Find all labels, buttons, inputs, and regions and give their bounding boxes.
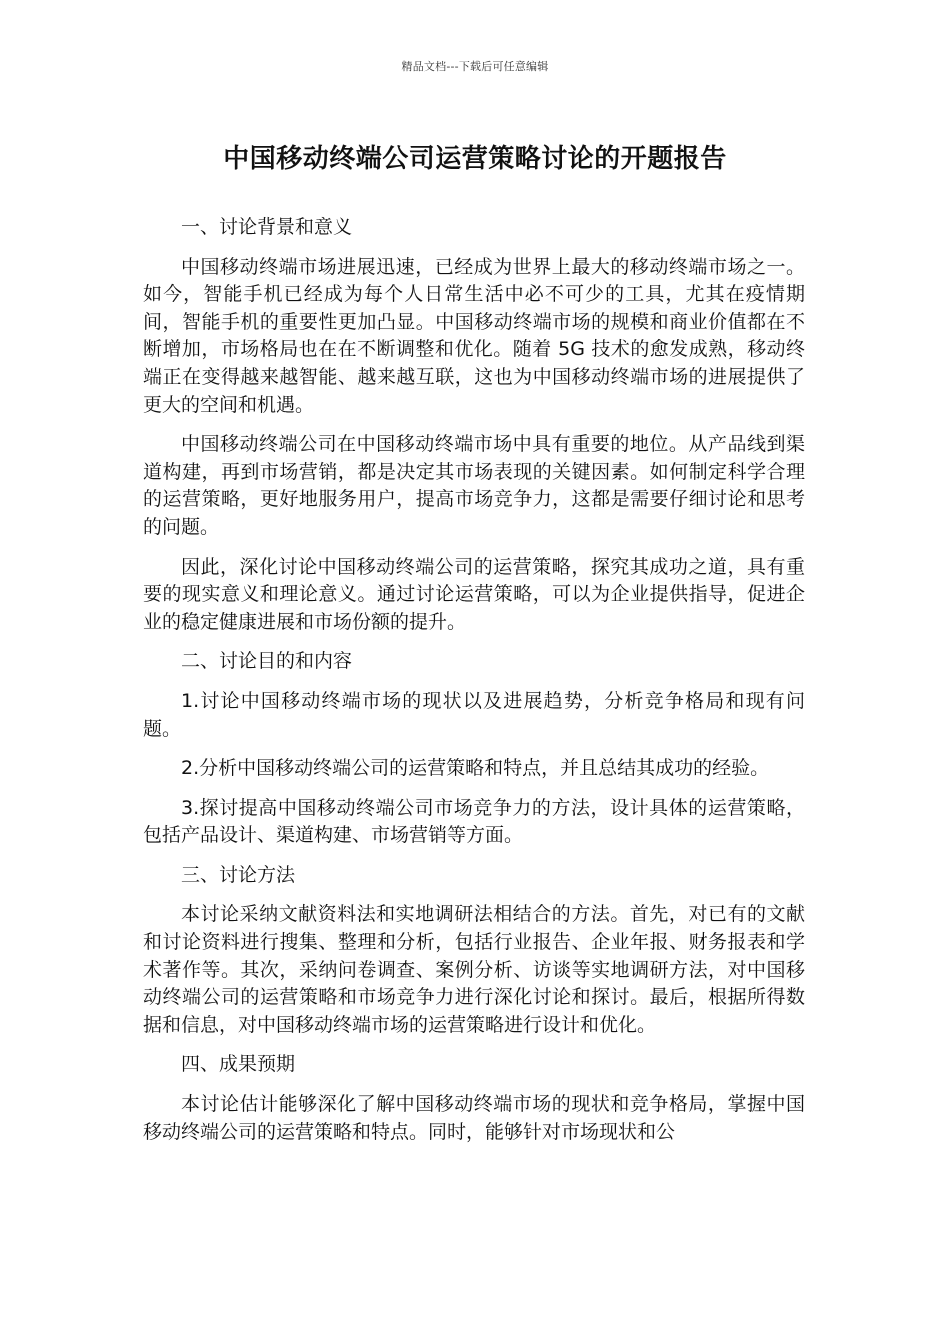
- document-body: [143, 214, 805, 1158]
- section-heading-expected-results: 四、成果预期: [181, 1053, 296, 1076]
- objective-item-3: 3.探讨提高中国移动终端公司市场竞争力的方法，设计具体的运营策略，包括产品设计、渠道构建、市场营销等方面。: [143, 796, 805, 847]
- header-note: 精品文档---下载后可任意编辑: [401, 60, 549, 73]
- section-heading-background: 一、讨论背景和意义: [181, 216, 353, 238]
- objective-item-1: 1.讨论中国移动终端市场的现状以及进展趋势，分析竞争格局和现有问题。: [143, 689, 805, 740]
- paragraph-company-position: 中国移动终端公司在中国移动终端市场中具有重要的地位。从产品线到渠道构建，再到市场营销，都是决定其市场表现的关键因素。如何制定科学合理的运营策略，更好地服务用户，提高市场竞争力，这都是需要仔细讨论和思考的问题。: [143, 433, 805, 538]
- objective-item-2: 2.分析中国移动终端公司的运营策略和特点，并且总结其成功的经验。: [181, 757, 770, 780]
- paragraph-market-overview: 中国移动终端市场进展迅速，已经成为世界上最大的移动终端市场之一。如今，智能手机已经成为每个人日常生活中必不可少的工具，尤其在疫情期间，智能手机的重要性更加凸显。中国移动终端市场的规模和商业价值都在不断增加，市场格局也在在不断调整和优化。随着 5G 技术的愈发成熟，移动终端正在变得越来越智能、越来越互联，这也为中国移动终端市场的进展提供了更大的空间和机遇。: [143, 255, 805, 416]
- document-title: 中国移动终端公司运营策略讨论的开题报告: [223, 144, 727, 174]
- paragraph-significance: 因此，深化讨论中国移动终端公司的运营策略，探究其成功之道，具有重要的现实意义和理论意义。通过讨论运营策略，可以为企业提供指导，促进企业的稳定健康进展和市场份额的提升。: [143, 555, 805, 633]
- paragraph-expected-results: 本讨论估计能够深化了解中国移动终端市场的现状和竞争格局，掌握中国移动终端公司的运营策略和特点。同时，能够针对市场现状和公: [143, 1093, 805, 1143]
- section-heading-methods: 三、讨论方法: [181, 863, 296, 886]
- paragraph-methods: 本讨论采纳文献资料法和实地调研法相结合的方法。首先，对已有的文献和讨论资料进行搜集、整理和分析，包括行业报告、企业年报、财务报表和学术著作等。其次，采纳问卷调查、案例分析、访谈等实地调研方法，对中国移动终端公司的运营策略和市场竞争力进行深化讨论和探讨。最后，根据所得数据和信息，对中国移动终端市场的运营策略进行设计和优化。: [143, 903, 805, 1036]
- section-heading-objectives: 二、讨论目的和内容: [181, 650, 353, 673]
